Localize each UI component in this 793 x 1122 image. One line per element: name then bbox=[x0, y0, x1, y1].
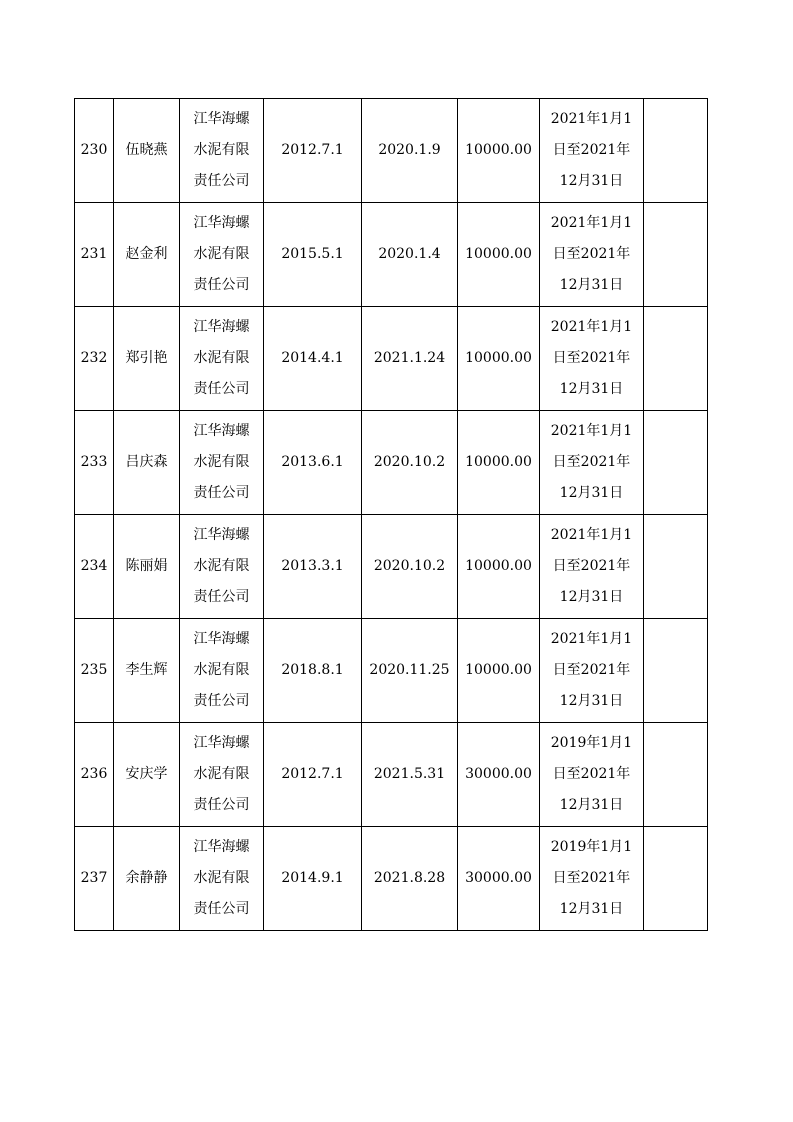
period-cell-line: 2021年1月1 bbox=[550, 527, 633, 543]
name-cell: 安庆学 bbox=[114, 723, 180, 827]
name-cell: 吕庆森 bbox=[114, 411, 180, 515]
company-cell bbox=[180, 307, 264, 411]
period-cell bbox=[540, 723, 644, 827]
table-row bbox=[75, 307, 708, 411]
start-date-cell: 2014.9.1 bbox=[264, 827, 362, 931]
company-cell-line: 江华海螺 bbox=[193, 735, 250, 751]
company-cell-line: 水泥有限 bbox=[193, 350, 250, 366]
table-row bbox=[75, 515, 708, 619]
period-cell-line: 日至2021年 bbox=[552, 870, 631, 886]
period-cell-line: 2021年1月1 bbox=[550, 319, 633, 335]
end-date-cell: 2021.5.31 bbox=[362, 723, 458, 827]
period-cell-line: 2021年1月1 bbox=[550, 631, 633, 647]
company-cell-line: 水泥有限 bbox=[193, 662, 250, 678]
company-cell-line: 责任公司 bbox=[193, 485, 250, 501]
period-cell-line: 12月31日 bbox=[559, 901, 624, 917]
row-number-cell: 235 bbox=[75, 619, 114, 723]
period-cell-line: 12月31日 bbox=[559, 277, 624, 293]
start-date-cell: 2014.4.1 bbox=[264, 307, 362, 411]
remark-cell bbox=[644, 203, 708, 307]
table-body bbox=[75, 99, 708, 931]
name-cell: 余静静 bbox=[114, 827, 180, 931]
company-cell bbox=[180, 827, 264, 931]
start-date-cell: 2012.7.1 bbox=[264, 99, 362, 203]
period-cell-line: 12月31日 bbox=[559, 485, 624, 501]
amount-cell: 10000.00 bbox=[458, 411, 540, 515]
company-cell bbox=[180, 99, 264, 203]
remark-cell bbox=[644, 723, 708, 827]
period-cell bbox=[540, 411, 644, 515]
remark-cell bbox=[644, 307, 708, 411]
company-cell-line: 水泥有限 bbox=[193, 558, 250, 574]
company-cell bbox=[180, 203, 264, 307]
company-cell-line: 水泥有限 bbox=[193, 870, 250, 886]
company-cell-line: 责任公司 bbox=[193, 173, 250, 189]
table-row bbox=[75, 203, 708, 307]
company-cell-line: 责任公司 bbox=[193, 693, 250, 709]
start-date-cell: 2013.3.1 bbox=[264, 515, 362, 619]
table-row bbox=[75, 827, 708, 931]
remark-cell bbox=[644, 515, 708, 619]
period-cell-line: 日至2021年 bbox=[552, 558, 631, 574]
company-cell-line: 江华海螺 bbox=[193, 111, 250, 127]
row-number-cell: 232 bbox=[75, 307, 114, 411]
period-cell-line: 2019年1月1 bbox=[550, 735, 633, 751]
amount-cell: 10000.00 bbox=[458, 619, 540, 723]
name-cell: 伍晓燕 bbox=[114, 99, 180, 203]
period-cell-line: 12月31日 bbox=[559, 589, 624, 605]
company-cell bbox=[180, 411, 264, 515]
period-cell-line: 日至2021年 bbox=[552, 766, 631, 782]
company-cell bbox=[180, 619, 264, 723]
period-cell-line: 日至2021年 bbox=[552, 246, 631, 262]
row-number-cell: 233 bbox=[75, 411, 114, 515]
company-cell-line: 责任公司 bbox=[193, 901, 250, 917]
name-cell: 郑引艳 bbox=[114, 307, 180, 411]
row-number-cell: 236 bbox=[75, 723, 114, 827]
amount-cell: 10000.00 bbox=[458, 515, 540, 619]
end-date-cell: 2020.10.2 bbox=[362, 515, 458, 619]
company-cell-line: 江华海螺 bbox=[193, 423, 250, 439]
period-cell bbox=[540, 99, 644, 203]
end-date-cell: 2020.1.9 bbox=[362, 99, 458, 203]
end-date-cell: 2020.11.25 bbox=[362, 619, 458, 723]
end-date-cell: 2020.1.4 bbox=[362, 203, 458, 307]
row-number-cell: 234 bbox=[75, 515, 114, 619]
company-cell-line: 江华海螺 bbox=[193, 319, 250, 335]
amount-cell: 30000.00 bbox=[458, 723, 540, 827]
table-row bbox=[75, 723, 708, 827]
start-date-cell: 2012.7.1 bbox=[264, 723, 362, 827]
company-cell bbox=[180, 515, 264, 619]
company-cell-line: 责任公司 bbox=[193, 277, 250, 293]
remark-cell bbox=[644, 99, 708, 203]
period-cell-line: 日至2021年 bbox=[552, 454, 631, 470]
company-cell-line: 责任公司 bbox=[193, 797, 250, 813]
name-cell: 陈丽娟 bbox=[114, 515, 180, 619]
company-cell bbox=[180, 723, 264, 827]
company-cell-line: 江华海螺 bbox=[193, 527, 250, 543]
table-row bbox=[75, 619, 708, 723]
company-cell-line: 责任公司 bbox=[193, 589, 250, 605]
company-cell-line: 水泥有限 bbox=[193, 766, 250, 782]
amount-cell: 10000.00 bbox=[458, 307, 540, 411]
period-cell-line: 日至2021年 bbox=[552, 350, 631, 366]
period-cell-line: 2019年1月1 bbox=[550, 839, 633, 855]
records-table bbox=[74, 98, 708, 931]
end-date-cell: 2021.8.28 bbox=[362, 827, 458, 931]
start-date-cell: 2013.6.1 bbox=[264, 411, 362, 515]
name-cell: 赵金利 bbox=[114, 203, 180, 307]
start-date-cell: 2018.8.1 bbox=[264, 619, 362, 723]
company-cell-line: 水泥有限 bbox=[193, 246, 250, 262]
period-cell bbox=[540, 203, 644, 307]
company-cell-line: 江华海螺 bbox=[193, 839, 250, 855]
company-cell-line: 水泥有限 bbox=[193, 142, 250, 158]
period-cell-line: 2021年1月1 bbox=[550, 423, 633, 439]
period-cell bbox=[540, 515, 644, 619]
amount-cell: 10000.00 bbox=[458, 203, 540, 307]
company-cell-line: 责任公司 bbox=[193, 381, 250, 397]
period-cell-line: 12月31日 bbox=[559, 693, 624, 709]
period-cell-line: 12月31日 bbox=[559, 797, 624, 813]
end-date-cell: 2020.10.2 bbox=[362, 411, 458, 515]
remark-cell bbox=[644, 619, 708, 723]
remark-cell bbox=[644, 827, 708, 931]
period-cell-line: 12月31日 bbox=[559, 173, 624, 189]
company-cell-line: 水泥有限 bbox=[193, 454, 250, 470]
start-date-cell: 2015.5.1 bbox=[264, 203, 362, 307]
table-row bbox=[75, 411, 708, 515]
company-cell-line: 江华海螺 bbox=[193, 631, 250, 647]
period-cell bbox=[540, 619, 644, 723]
row-number-cell: 231 bbox=[75, 203, 114, 307]
period-cell-line: 2021年1月1 bbox=[550, 111, 633, 127]
end-date-cell: 2021.1.24 bbox=[362, 307, 458, 411]
period-cell bbox=[540, 827, 644, 931]
period-cell bbox=[540, 307, 644, 411]
row-number-cell: 237 bbox=[75, 827, 114, 931]
period-cell-line: 日至2021年 bbox=[552, 142, 631, 158]
row-number-cell: 230 bbox=[75, 99, 114, 203]
amount-cell: 30000.00 bbox=[458, 827, 540, 931]
period-cell-line: 日至2021年 bbox=[552, 662, 631, 678]
table-row bbox=[75, 99, 708, 203]
amount-cell: 10000.00 bbox=[458, 99, 540, 203]
company-cell-line: 江华海螺 bbox=[193, 215, 250, 231]
period-cell-line: 2021年1月1 bbox=[550, 215, 633, 231]
remark-cell bbox=[644, 411, 708, 515]
period-cell-line: 12月31日 bbox=[559, 381, 624, 397]
name-cell: 李生辉 bbox=[114, 619, 180, 723]
